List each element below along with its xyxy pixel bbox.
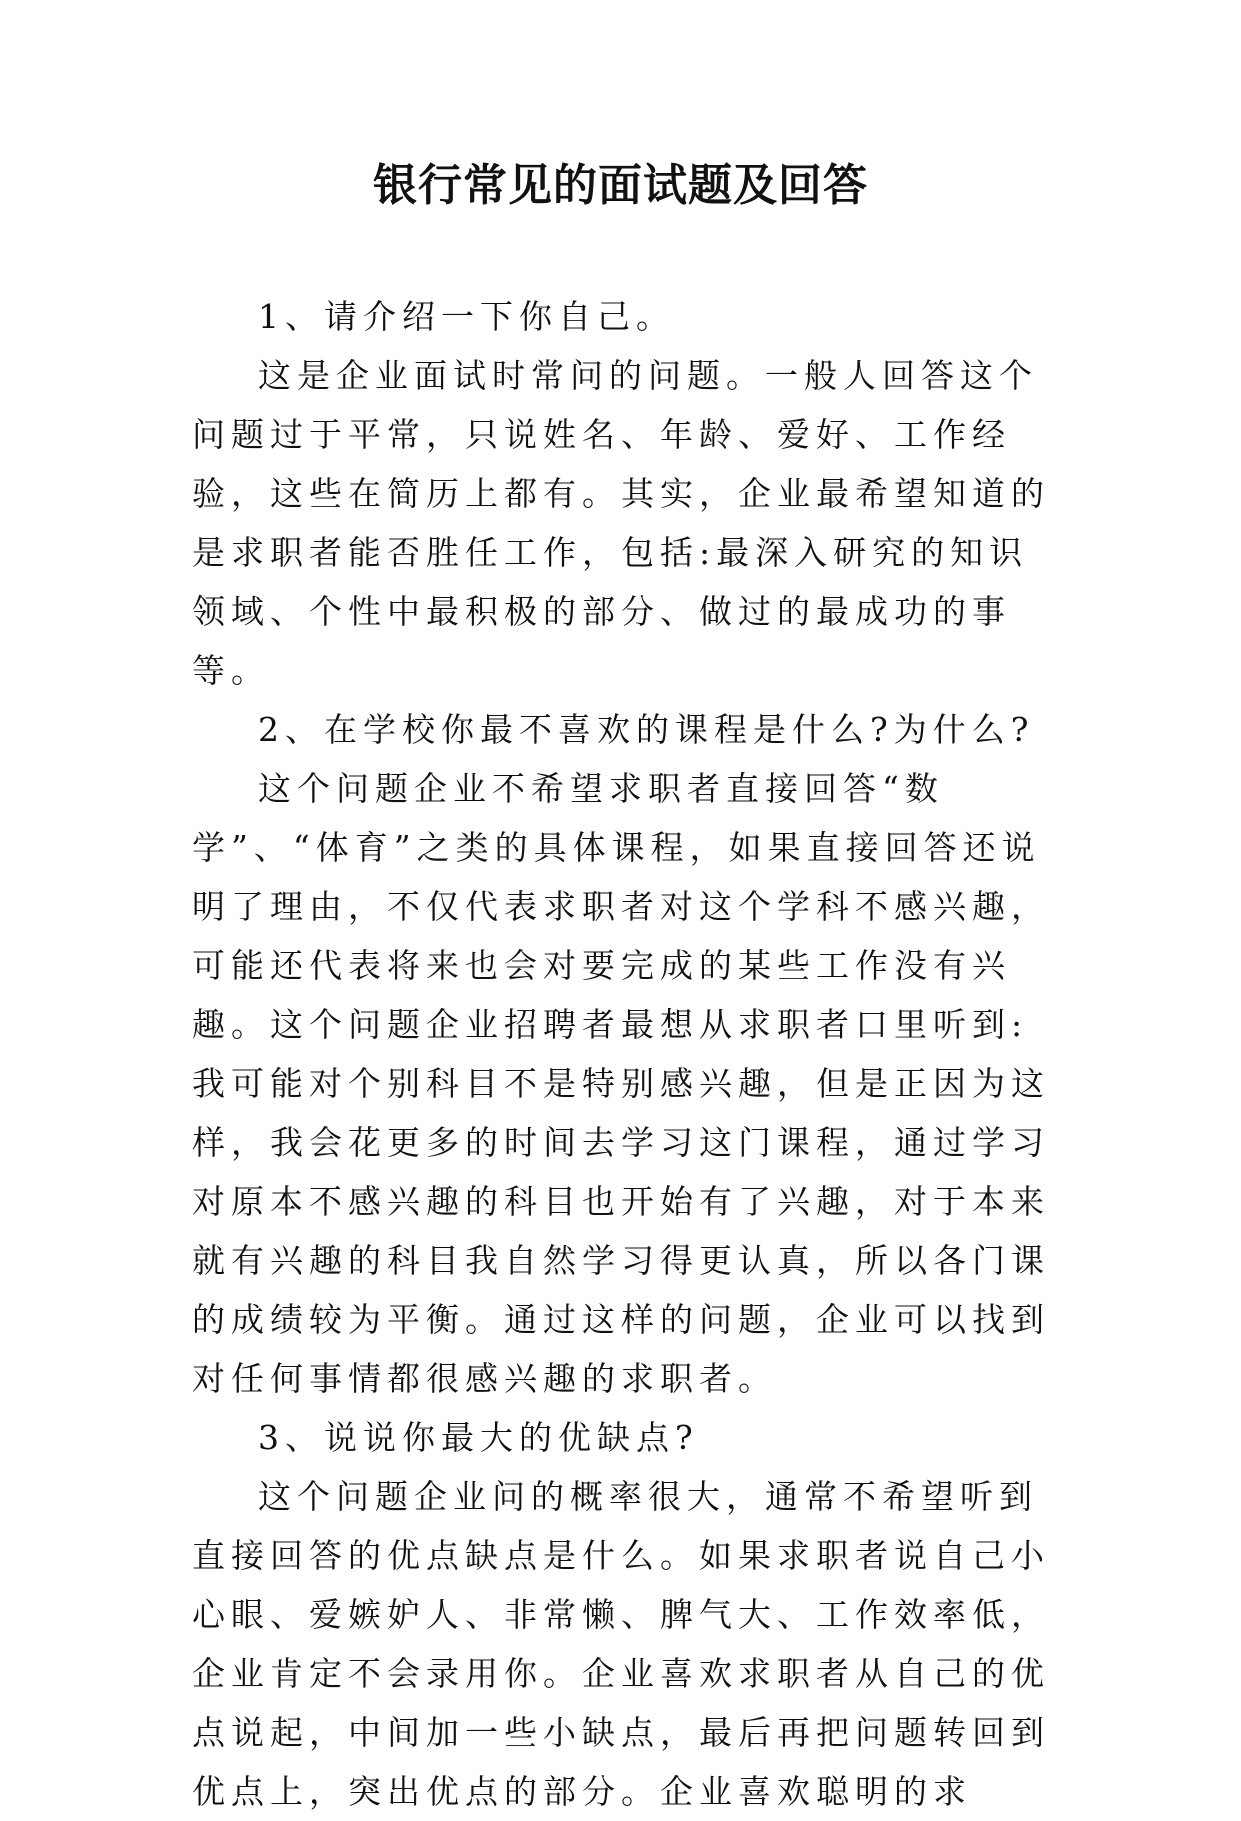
document-body xyxy=(192,287,1062,1821)
question-1: 1、请介绍一下你自己。 xyxy=(258,297,675,336)
question-3: 3、说说你最大的优缺点? xyxy=(258,1418,699,1457)
question-2: 2、在学校你最不喜欢的课程是什么?为什么? xyxy=(258,710,1035,749)
answer-1: 这是企业面试时常问的问题。一般人回答这个问题过于平常，只说姓名、年龄、爱好、工作经验，这些在简历上都有。其实，企业最希望知道的是求职者能否胜任工作，包括:最深入研究的知识领域、个性中最积极的部分、做过的最成功的事等。 xyxy=(192,356,1050,690)
answer-3: 这个问题企业问的概率很大，通常不希望听到直接回答的优点缺点是什么。如果求职者说自己小心眼、爱嫉妒人、非常懒、脾气大、工作效率低，企业肯定不会录用你。企业喜欢求职者从自己的优点说起，中间加一些小缺点，最后再把问题转回到优点上，突出优点的部分。企业喜欢聪明的求 xyxy=(192,1477,1050,1811)
document-title: 银行常见的面试题及回答 xyxy=(373,160,868,211)
answer-2: 这个问题企业不希望求职者直接回答“数学”、“体育”之类的具体课程，如果直接回答还说明了理由，不仅代表求职者对这个学科不感兴趣，可能还代表将来也会对要完成的某些工作没有兴趣。这个问题企业招聘者最想从求职者口里听到:我可能对个别科目不是特别感兴趣，但是正因为这样，我会花更多的时间去学习这门课程，通过学习对原本不感兴趣的科目也开始有了兴趣，对于本来就有兴趣的科目我自然学习得更认真，所以各门课的成绩较为平衡。通过这样的问题，企业可以找到对任何事情都很感兴趣的求职者。 xyxy=(192,769,1050,1398)
